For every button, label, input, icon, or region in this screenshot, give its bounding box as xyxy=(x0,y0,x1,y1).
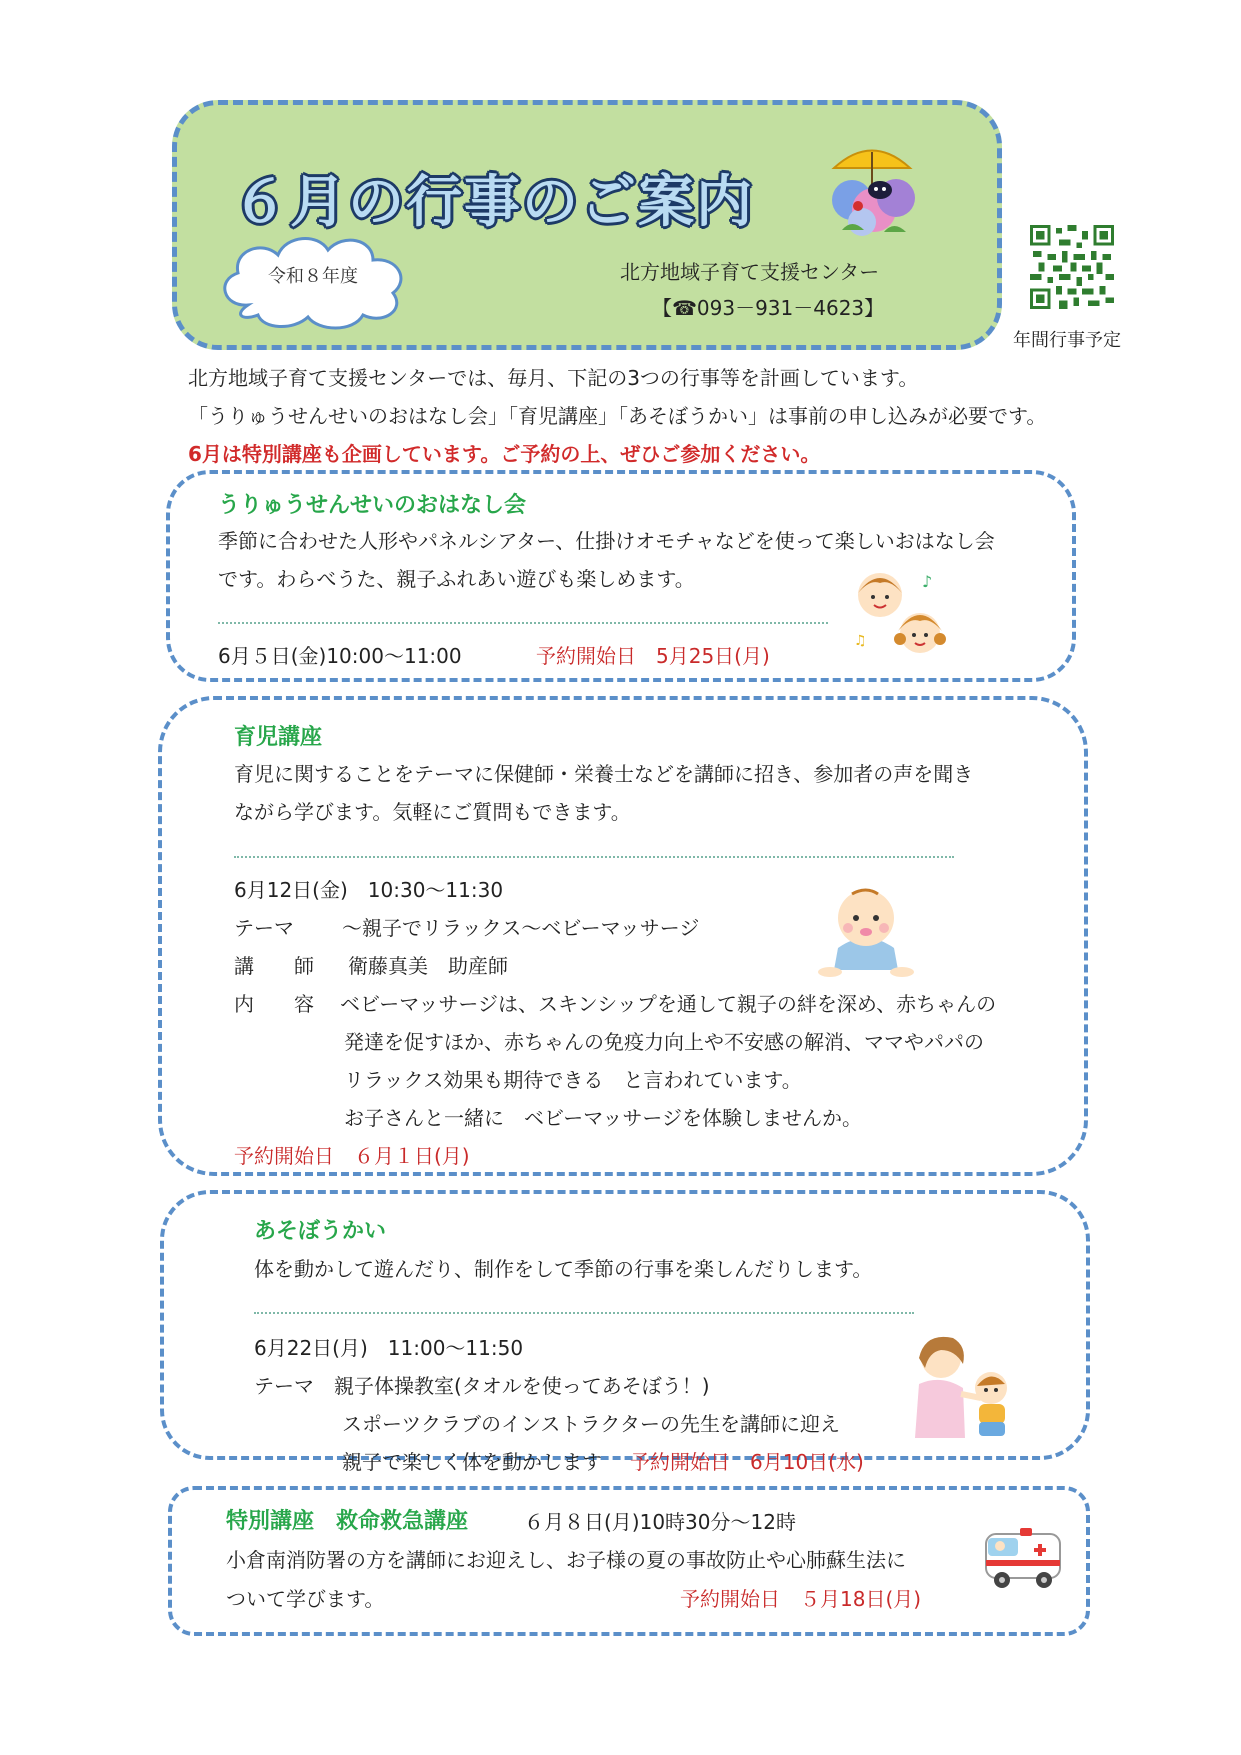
event2-desc-1: 育児に関することをテーマに保健師・栄養士などを講師に招き、参加者の声を聞き xyxy=(234,762,974,786)
baby-illustration xyxy=(818,878,914,978)
hydrangea-umbrella-illustration xyxy=(822,138,922,238)
event4-reserve-date: 予約開始日 ５月18日(月) xyxy=(680,1587,922,1611)
event2-datetime: 6月12日(金) 10:30～11:30 xyxy=(234,878,504,902)
event1-title: うりゅうせんせいのおはなし会 xyxy=(218,493,527,518)
event2-content-4: お子さんと一緒に ベビーマッサージを体験しませんか。 xyxy=(344,1106,862,1130)
ambulance-illustration xyxy=(982,1520,1064,1592)
event2-reserve-date: 予約開始日 ６月１日(月) xyxy=(234,1144,470,1168)
event4-title: 特別講座 救命救急講座 xyxy=(226,1509,469,1534)
center-name: 北方地域子育て支援センター xyxy=(620,260,880,284)
qr-caption: 年間行事予定 xyxy=(1013,330,1121,351)
event3-title: あそぼうかい xyxy=(254,1219,387,1244)
event3-divider xyxy=(254,1312,914,1314)
event3-line-3: 親子で楽しく体を動かします xyxy=(342,1450,602,1474)
event2-content-1: ベビーマッサージは、スキンシップを通して親子の絆を深め、赤ちゃんの xyxy=(340,992,997,1016)
intro-line-3: 6月は特別講座も企画しています。ご予約の上、ぜひご参加ください。 xyxy=(188,442,821,466)
event2-desc-2: ながら学びます。気軽にご質問もできます。 xyxy=(234,800,631,824)
event2-content-label: 内 容 xyxy=(234,992,314,1016)
year-badge: 令和８年度 xyxy=(268,266,358,287)
event2-divider xyxy=(234,856,954,858)
event2-content-3: リラックス効果も期待できる と言われています。 xyxy=(344,1068,802,1092)
event2-theme-label: テーマ xyxy=(234,916,294,940)
event1-divider xyxy=(218,622,828,624)
intro-line-1: 北方地域子育て支援センターでは、毎月、下記の3つの行事等を計画しています。 xyxy=(188,366,919,390)
event1-reserve-date: 予約開始日 5月25日(月) xyxy=(536,644,770,668)
event3-desc-1: 体を動かして遊んだり、制作をして季節の行事を楽しんだりします。 xyxy=(254,1257,873,1281)
parent-child-exercise-illustration xyxy=(905,1328,1025,1448)
svg-text:♪: ♪ xyxy=(922,572,933,591)
event4-desc-1: 小倉南消防署の方を講師にお迎えし、お子様の夏の事故防止や心肺蘇生法に xyxy=(226,1548,906,1572)
center-phone: 【☎093－931－4623】 xyxy=(652,296,885,320)
event2-theme: ～親子でリラックス～ベビーマッサージ xyxy=(342,916,700,940)
svg-text:♫: ♫ xyxy=(854,633,867,649)
event2-title: 育児講座 xyxy=(234,725,323,750)
event3-line-2: スポーツクラブのインストラクターの先生を講師に迎え xyxy=(342,1412,840,1436)
event2-lecturer: 衛藤真美 助産師 xyxy=(348,954,508,978)
page-title: ６月の行事のご案内 xyxy=(232,170,754,235)
event4-datetime: ６月８日(月)10時30分～12時 xyxy=(524,1510,796,1534)
event1-desc-1: 季節に合わせた人形やパネルシアター、仕掛けオモチャなどを使って楽しいおはなし会 xyxy=(218,529,995,553)
children-illustration xyxy=(848,565,958,665)
event1-desc-2: です。わらべうた、親子ふれあい遊びも楽しめます。 xyxy=(218,567,695,591)
intro-line-2: 「うりゅうせんせいのおはなし会」「育児講座」「あそぼうかい」は事前の申し込みが必要です。 xyxy=(188,404,1047,428)
event3-reserve-date: 予約開始日 6月10日(水) xyxy=(630,1450,864,1474)
event3-theme: テーマ 親子体操教室(タオルを使ってあそぼう！) xyxy=(254,1374,710,1398)
event3-datetime: 6月22日(月) 11:00～11:50 xyxy=(254,1336,524,1360)
event1-datetime: 6月５日(金)10:00～11:00 xyxy=(218,644,462,668)
qr-code-icon[interactable] xyxy=(1030,225,1114,309)
event4-desc-2: ついて学びます。 xyxy=(226,1587,385,1611)
event2-content-2: 発達を促すほか、赤ちゃんの免疫力向上や不安感の解消、ママやパパの xyxy=(344,1030,984,1054)
event2-lecturer-label: 講 師 xyxy=(234,954,314,978)
